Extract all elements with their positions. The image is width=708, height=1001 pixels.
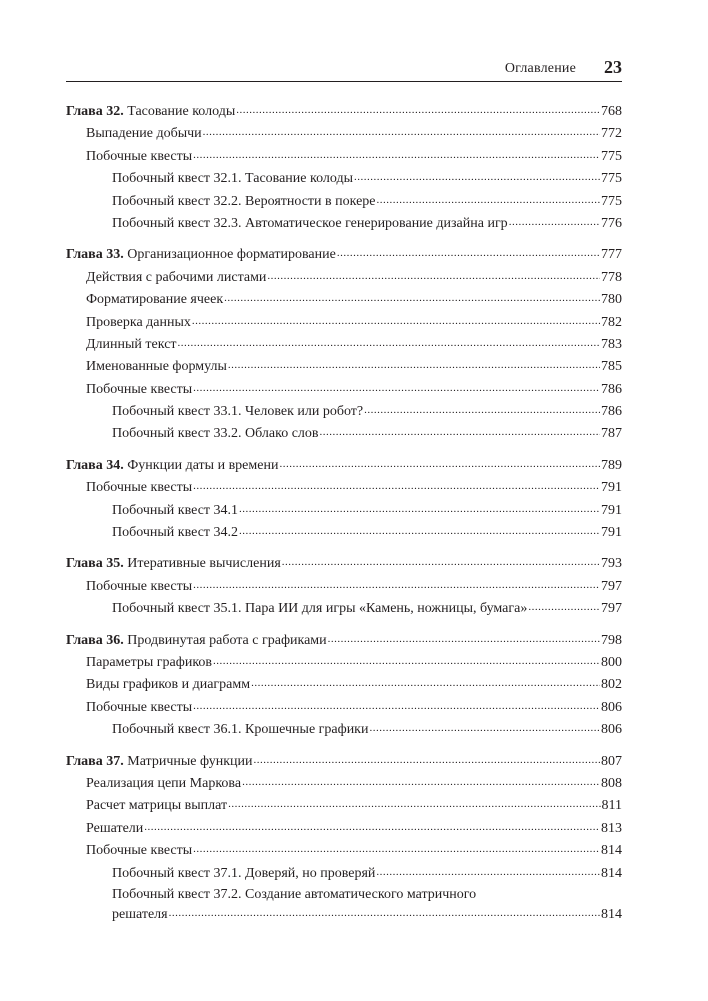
chapter-block — [66, 244, 622, 446]
toc-page-number: 800 — [601, 654, 622, 670]
chapter-title: Тасование колоды — [127, 104, 236, 119]
toc-page-number: 768 — [601, 104, 622, 119]
leader-dots — [282, 551, 600, 573]
chapter-block — [66, 101, 622, 235]
toc-entry-title — [66, 244, 336, 266]
toc-entry-title: Реализация цепи Маркова — [86, 775, 242, 791]
toc-section-entry[interactable] — [66, 576, 622, 598]
toc-page-number: 806 — [601, 699, 622, 715]
toc-entry-title: Побочный квест 37.2. Создание автоматического матричного — [112, 886, 477, 902]
toc-page-number: 791 — [601, 502, 622, 518]
toc-page-number: 782 — [601, 314, 622, 330]
toc-page-number: 791 — [601, 480, 622, 496]
leader-dots — [203, 121, 600, 143]
leader-dots — [369, 717, 600, 739]
toc-page-number: 772 — [601, 126, 622, 142]
toc-page-number: 780 — [601, 292, 622, 308]
leader-dots — [377, 189, 600, 211]
toc-section-entry[interactable] — [66, 674, 622, 696]
toc-subsection-entry[interactable] — [66, 168, 622, 190]
toc-subsection-entry[interactable] — [66, 863, 622, 885]
toc-entry-title: Побочный квест 33.2. Облако слов — [112, 426, 319, 442]
toc-section-entry[interactable] — [66, 773, 622, 795]
leader-dots — [354, 166, 600, 188]
header-rule — [66, 81, 622, 82]
toc-entry-title: Побочные квесты — [86, 843, 193, 859]
toc-page-number: 814 — [601, 843, 622, 859]
toc-subsection-entry[interactable] — [66, 500, 622, 522]
leader-dots — [169, 903, 600, 923]
toc-section-entry[interactable] — [66, 289, 622, 311]
toc-subsection-entry[interactable] — [66, 191, 622, 213]
toc-entry-title: Побочные квесты — [86, 480, 193, 496]
toc-subsection-entry[interactable] — [66, 423, 622, 445]
leader-dots — [239, 520, 600, 542]
toc-page-number: 785 — [601, 359, 622, 375]
chapter-label: Глава 32. — [66, 104, 124, 119]
toc-page-number: 797 — [601, 601, 622, 617]
toc-chapter-entry[interactable] — [66, 244, 622, 266]
toc-entry-title: Расчет матрицы выплат — [86, 798, 228, 814]
leader-dots — [193, 475, 600, 497]
toc-subsection-entry[interactable] — [66, 401, 622, 423]
chapter-title: Матричные функции — [127, 753, 253, 769]
toc-page-number: 791 — [601, 525, 622, 541]
leader-dots — [193, 695, 600, 717]
toc-entry-title: Побочный квест 32.1. Тасование колоды — [112, 171, 354, 187]
toc-page-number: 797 — [601, 578, 622, 594]
running-head-title: Оглавление — [504, 61, 576, 76]
leader-dots — [224, 287, 600, 309]
toc-section-entry[interactable] — [66, 123, 622, 145]
toc-section-entry[interactable] — [66, 697, 622, 719]
toc-page-number: 798 — [601, 632, 622, 648]
toc-page-number: 778 — [601, 269, 622, 285]
leader-dots — [376, 861, 600, 883]
toc-section-entry[interactable] — [66, 818, 622, 840]
leader-dots — [144, 816, 600, 838]
leader-dots — [337, 242, 600, 264]
toc-entry-title: Действия с рабочими листами — [86, 269, 267, 285]
toc-entry-title: Параметры графиков — [86, 654, 213, 670]
toc-section-entry[interactable] — [66, 840, 622, 862]
leader-dots — [192, 310, 600, 332]
toc-entry-title: Побочные квесты — [86, 699, 193, 715]
chapter-block — [66, 630, 622, 742]
table-of-contents — [66, 101, 622, 934]
toc-entry-title: Побочный квест 33.1. Человек или робот? — [112, 404, 364, 420]
toc-entry-title: Выпадение добычи — [86, 126, 202, 142]
toc-chapter-entry[interactable] — [66, 630, 622, 652]
leader-dots — [239, 498, 600, 520]
toc-entry-title — [66, 553, 281, 575]
toc-page-number: 775 — [601, 193, 622, 209]
leader-dots — [193, 377, 600, 399]
toc-entry-title: Побочный квест 37.1. Доверяй, но проверяй — [112, 865, 376, 881]
leader-dots — [228, 354, 600, 376]
chapter-label: Глава 36. — [66, 632, 124, 648]
toc-page-number: 807 — [601, 753, 622, 769]
toc-subsection-entry[interactable] — [66, 719, 622, 741]
chapter-block — [66, 455, 622, 545]
leader-dots — [320, 421, 600, 443]
toc-entry-title: Длинный текст — [86, 336, 177, 352]
toc-subsection-entry[interactable] — [66, 213, 622, 235]
leader-dots — [509, 211, 600, 233]
toc-page-number: 814 — [601, 906, 622, 922]
toc-page-number: 793 — [601, 556, 622, 572]
toc-entry-title — [66, 630, 327, 652]
toc-page-number: 814 — [601, 865, 622, 881]
leader-dots — [364, 399, 600, 421]
leader-dots — [193, 144, 600, 166]
toc-page-number: 775 — [601, 171, 622, 187]
leader-dots — [236, 99, 600, 121]
toc-entry-title: Форматирование ячеек — [86, 292, 224, 308]
toc-page-number: 811 — [601, 798, 622, 814]
toc-page-number: 806 — [601, 722, 622, 738]
chapter-title: Организационное форматирование — [127, 247, 336, 263]
toc-section-entry[interactable] — [66, 334, 622, 356]
leader-dots — [193, 574, 600, 596]
toc-section-entry[interactable] — [66, 795, 622, 817]
toc-entry-title: Виды графиков и диаграмм — [86, 677, 251, 693]
chapter-label: Глава 33. — [66, 247, 124, 263]
chapter-block — [66, 553, 622, 620]
toc-entry-title: Побочные квесты — [86, 148, 193, 164]
toc-entry-title: Побочный квест 32.3. Автоматическое генерирование дизайна игр — [112, 215, 508, 231]
toc-entry-title: Решатели — [86, 820, 144, 836]
leader-dots — [279, 453, 600, 475]
leader-dots — [178, 332, 600, 354]
toc-entry-title: Побочный квест 35.1. Пара ИИ для игры «Камень, ножницы, бумага» — [112, 601, 528, 617]
toc-entry-title: Проверка данных — [86, 314, 191, 330]
leader-dots — [193, 838, 600, 860]
leader-dots — [267, 265, 600, 287]
toc-page-number: 787 — [601, 426, 622, 442]
toc-entry-title: Побочные квесты — [86, 381, 193, 397]
toc-entry-title — [66, 101, 235, 123]
toc-page-number: 777 — [601, 247, 622, 263]
toc-page-number: 813 — [601, 820, 622, 836]
chapter-label: Глава 37. — [66, 753, 124, 769]
toc-page-number: 802 — [601, 677, 622, 693]
toc-section-entry[interactable] — [66, 312, 622, 334]
toc-subsection-entry[interactable] — [66, 522, 622, 544]
chapter-label: Глава 34. — [66, 457, 124, 473]
toc-section-entry[interactable] — [66, 477, 622, 499]
toc-page-number: 776 — [601, 215, 622, 231]
toc-entry-title: Побочные квесты — [86, 578, 193, 594]
chapter-block — [66, 751, 622, 925]
toc-entry-title: Побочный квест 32.2. Вероятности в покере — [112, 193, 376, 209]
toc-entry-title-continued: решателя — [112, 906, 168, 922]
toc-subsection-entry[interactable] — [66, 598, 622, 620]
toc-section-entry[interactable] — [66, 267, 622, 289]
page-number: 23 — [604, 57, 622, 77]
toc-page-number: 789 — [601, 457, 622, 473]
toc-entry-title: Именованные формулы — [86, 359, 227, 375]
toc-section-entry[interactable] — [66, 146, 622, 168]
leader-dots — [213, 650, 600, 672]
toc-section-entry[interactable] — [66, 379, 622, 401]
chapter-title: Продвинутая работа с графиками — [127, 632, 327, 648]
toc-subsection-entry[interactable] — [66, 885, 622, 925]
toc-section-entry[interactable] — [66, 652, 622, 674]
chapter-label: Глава 35. — [66, 556, 124, 572]
toc-chapter-entry[interactable] — [66, 553, 622, 575]
leader-dots — [253, 749, 600, 771]
leader-dots — [328, 628, 600, 650]
toc-entry-title: Побочный квест 36.1. Крошечные графики — [112, 722, 369, 738]
toc-page-number: 786 — [601, 381, 622, 397]
toc-chapter-entry[interactable] — [66, 455, 622, 477]
toc-page-number: 775 — [601, 148, 622, 164]
toc-entry-title — [66, 455, 278, 477]
toc-chapter-entry[interactable] — [66, 101, 622, 123]
chapter-title: Функции даты и времени — [127, 457, 279, 473]
leader-dots — [228, 793, 600, 815]
toc-page-number: 786 — [601, 404, 622, 420]
leader-dots — [528, 596, 600, 618]
toc-entry-title: Побочный квест 34.1 — [112, 502, 239, 518]
toc-entry-title — [66, 751, 252, 773]
toc-entry-title: Побочный квест 34.2 — [112, 525, 239, 541]
toc-page-number: 783 — [601, 336, 622, 352]
leader-dots — [242, 771, 600, 793]
chapter-title: Итеративные вычисления — [127, 556, 281, 572]
toc-page-number: 808 — [601, 775, 622, 791]
toc-section-entry[interactable] — [66, 356, 622, 378]
page-header — [66, 52, 622, 82]
toc-chapter-entry[interactable] — [66, 751, 622, 773]
leader-dots — [251, 672, 600, 694]
